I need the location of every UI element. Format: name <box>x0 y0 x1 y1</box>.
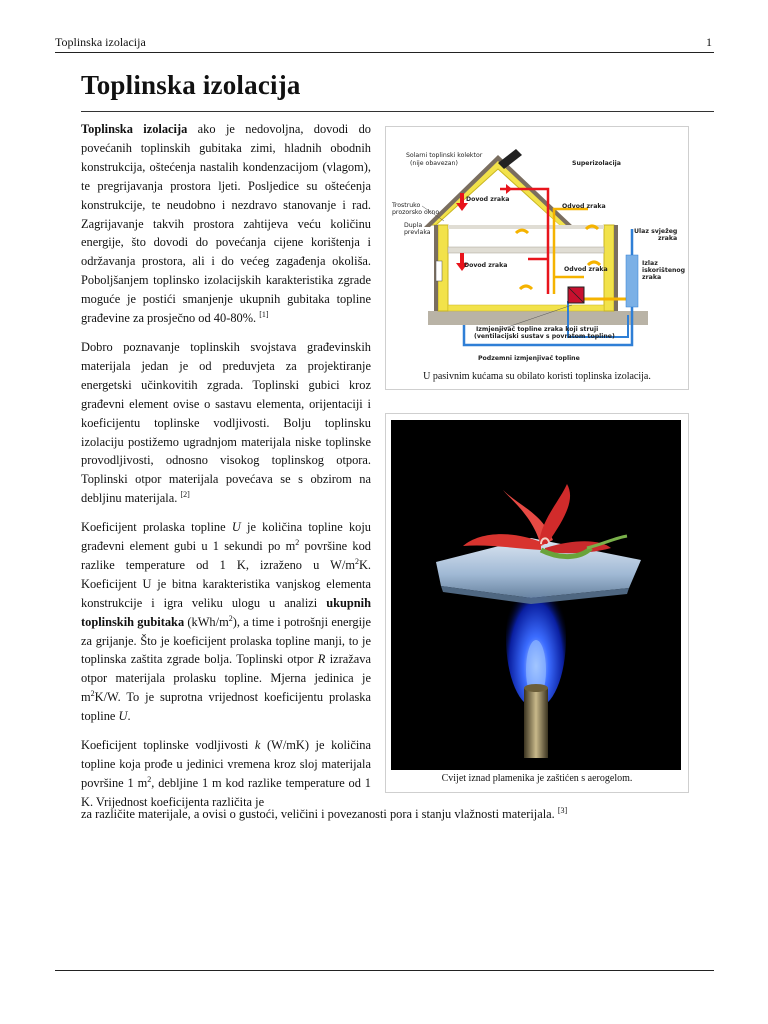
label-exhaust-out: Izlaz <box>642 260 658 267</box>
label-fresh-air-in: Ulaz svježeg <box>634 228 678 235</box>
paragraph-2: Dobro poznavanje toplinskih svojstava građevinskih materijala jedan je od preduvjeta za projektiranje energetski učinkovitih zgrada. Toplinski gubici kroz građevni element ovise o sastavu elementa, orijentaciji i koeficijentu toplinske vodljivosti. Bolju toplinsku izolaciju postižemo ugradnjom materijala niske toplinske provodljivosti, odnosno visokog toplinskog otpora. Toplinski otpor materijala povećava se s obzirom na debljinu materijala. [2] <box>81 339 371 506</box>
bold-lead: Toplinska izolacija <box>81 122 188 136</box>
figure-2-caption: Cvijet iznad plamenika je zaštićen s aerogelom. <box>441 773 633 784</box>
paragraph-4: Koeficijent toplinske vodljivosti k (W/mK) je količina topline koja prođe u jedinici vremena kroz sloj materijala površine 1 $m^2$, debljine 1 m kod razlike temperature od 1 K. Vrijednost koeficijenta različita je <box>81 738 372 809</box>
label-solar-collector: Solarni toplinski kolektor <box>406 152 483 159</box>
reference-3-link[interactable]: [3] <box>557 805 568 815</box>
label-exhaust-upper: Odvod zraka <box>562 203 606 210</box>
label-supply-upper: Dovod zraka <box>466 196 510 203</box>
window-icon <box>436 261 442 281</box>
text-column <box>81 120 371 822</box>
running-title: Toplinska izolacija <box>55 35 146 49</box>
aerogel-figure <box>385 413 689 793</box>
label-double-coating: Dupla <box>404 222 423 229</box>
svg-text:iskorištenog: iskorištenog <box>642 267 686 274</box>
label-underground-exchanger: Podzemni izmjenjivač topline <box>478 355 580 362</box>
svg-text:(ventilacijski sustav s povrat: (ventilacijski sustav s povratom topline) <box>474 333 615 340</box>
label-exhaust-lower: Odvod zraka <box>564 266 608 273</box>
page-title: Toplinska izolacija <box>81 70 301 100</box>
aerogel-photo <box>391 420 681 770</box>
label-window: Trostruko <box>392 202 421 209</box>
ground-floor-slab <box>448 305 604 311</box>
figure-1-caption: U pasivnim kućama su obilato koristi toplinska izolacija. <box>423 371 651 382</box>
fresh-air-inlet <box>626 255 638 307</box>
page-number: 1 <box>706 35 712 49</box>
label-heat-exchanger: Izmjenjivač topline zraka koji struji <box>476 326 599 333</box>
reference-1-link[interactable]: [1] <box>259 309 269 319</box>
passive-house-diagram <box>388 129 686 369</box>
svg-text:prevlaka: prevlaka <box>404 229 431 236</box>
footer-divider <box>55 970 714 971</box>
bold-term: ukupnih toplinskih gubitaka <box>81 595 371 629</box>
ground-layer <box>428 311 648 325</box>
svg-text:zraka: zraka <box>658 235 678 242</box>
svg-text:zraka: zraka <box>642 274 662 281</box>
label-supply-lower: Dovod zraka <box>464 262 508 269</box>
title-divider <box>81 111 714 112</box>
upper-floor <box>448 247 604 253</box>
paragraph-3: Koeficijent prolaska topline U je količina topline koju građevni element gubi u 1 sekundi po $m^2$ površine kod razlike temperature od 1 K, izraženo u $W/m^2K$. Koeficijent U je bitna karakteristika vanjskog elementa konstrukcije i igra veliku ulogu u analizi ukupnih toplinskih gubitaka $(kWh/m^2)$, a time i potrošnji energije za grijanje. Što je koeficijent prolaska topline manji, to je toplinska zaštita zgrade bolja. Toplinski otpor R izražava otpor materijala prolasku topline. Mjerna jedinica je $m^2K/W$. To je suprotna vrijednost koeficijentu prolaska topline U. <box>81 520 372 724</box>
paragraph-1: Toplinska izolacija ako je nedovoljna, dovodi do povećanih toplinskih gubitaka zimi, hladnih obodnih konstrukcija, oštećenja nastalih kondenzacijom (vlagom), te pregrijavanja prostora ljeti. Posljedice su oštećenja konstrukcije, te neudobno i nezdravo stanovanje i rad. Zagrijavanje takvih prostora zahtijeva veću količinu energije, što dovodi do povećanja cijene korištenja i održavanja prostora, ali i do većeg zagađenja okoliša. Poboljšanjem toplinsko izolacijskih karakteristika zgrade moguće je postići smanjenje ukupnih gubitaka topline građevine za prosječno od 40-80%. [1] <box>81 122 371 326</box>
svg-text:prozorsko okno: prozorsko okno <box>392 209 440 216</box>
paragraph-4-last-line: za različite materijale, a ovisi o gustoći, veličini i povezanosti pora i stanju vlažnosti materijala. [3] <box>81 805 568 821</box>
running-header <box>55 34 714 53</box>
passive-house-figure <box>385 126 689 390</box>
svg-text:(nije obavezan): (nije obavezan) <box>410 160 458 167</box>
burner <box>524 688 548 758</box>
reference-2-link[interactable]: [2] <box>180 490 190 500</box>
label-superinsulation: Superizolacija <box>572 160 621 167</box>
